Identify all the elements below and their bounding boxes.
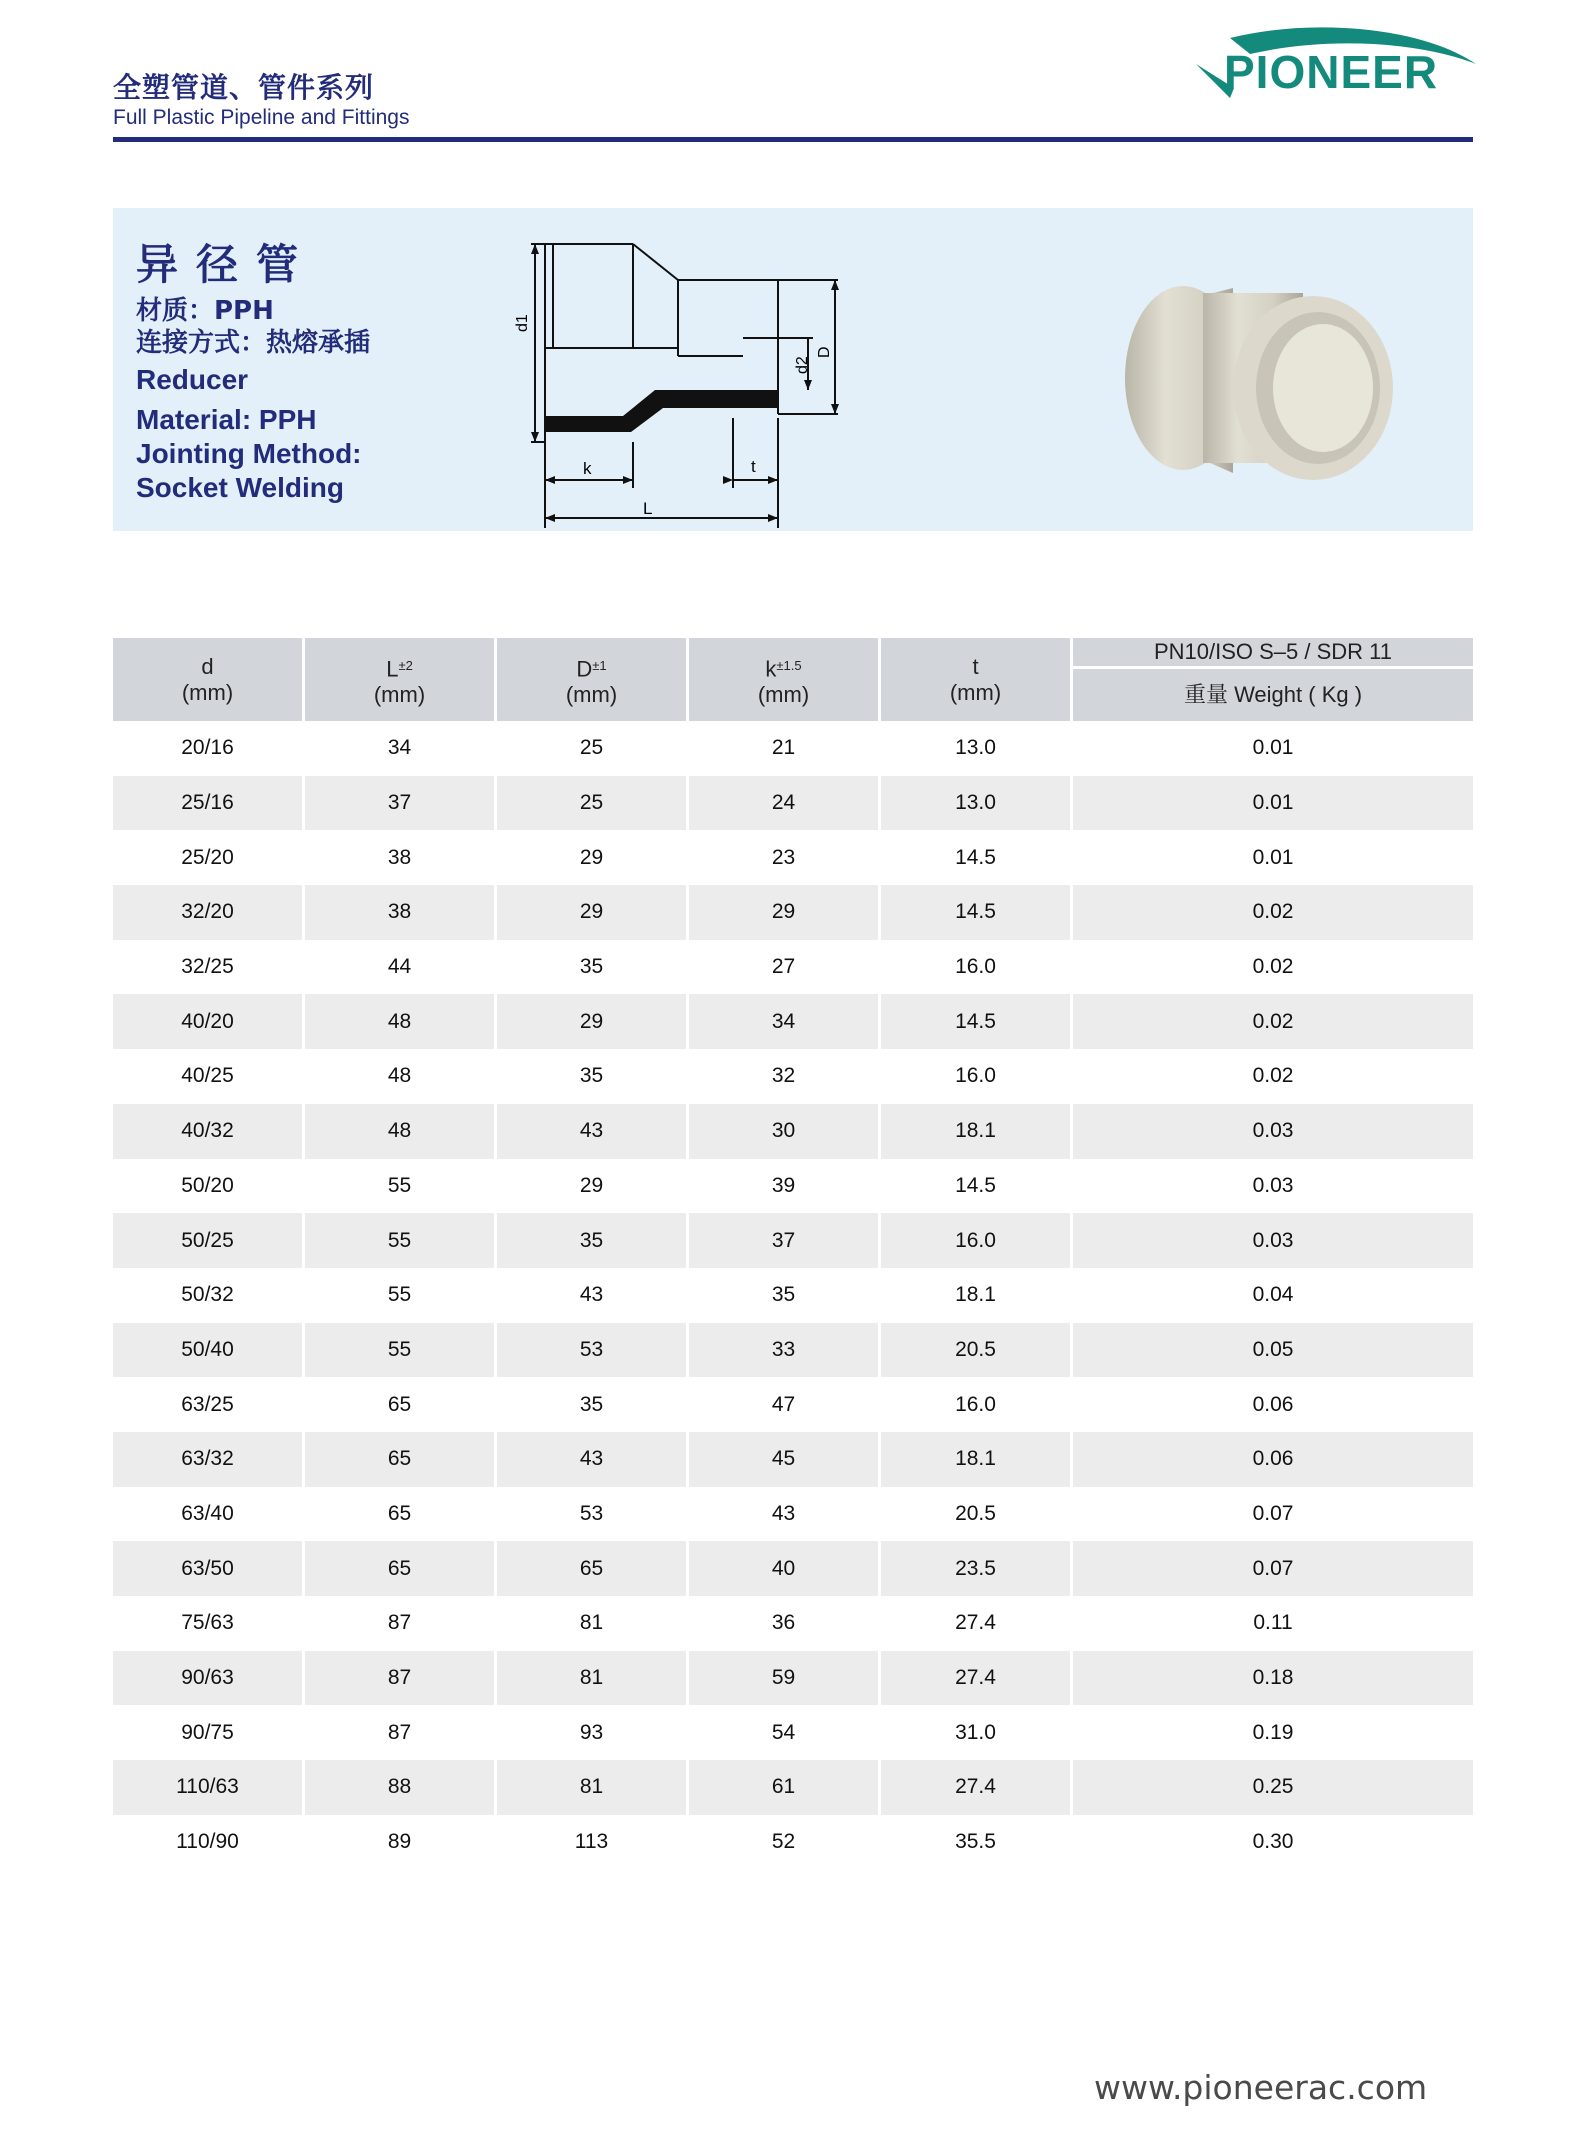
- label-d1: d1: [514, 314, 531, 332]
- cell-k: 32: [689, 1049, 881, 1104]
- cell-d: 25/20: [113, 830, 305, 885]
- cell-d: 32/25: [113, 940, 305, 995]
- cell-t: 20.5: [881, 1487, 1073, 1542]
- cell-L: 87: [305, 1651, 497, 1706]
- header-L: $L^{\pm 2}$ (mm): [305, 638, 497, 721]
- cell-d: 63/32: [113, 1432, 305, 1487]
- product-name-cn: 异径管: [136, 240, 317, 289]
- cell-k: 59: [689, 1651, 881, 1706]
- cell-t: 27.4: [881, 1651, 1073, 1706]
- header-t: t (mm): [881, 638, 1073, 721]
- cell-weight: 0.01: [1073, 830, 1473, 885]
- cell-L: 65: [305, 1487, 497, 1542]
- cell-t: 18.1: [881, 1104, 1073, 1159]
- cell-weight: 0.19: [1073, 1705, 1473, 1760]
- header-D: $D^{\pm 1}$ (mm): [497, 638, 689, 721]
- cell-D: 35: [497, 1213, 689, 1268]
- table-row: [113, 776, 1473, 831]
- header-divider: [113, 137, 1473, 142]
- cell-L: 48: [305, 994, 497, 1049]
- cell-weight: 0.05: [1073, 1323, 1473, 1378]
- table-row: [113, 721, 1473, 776]
- table-row: [113, 1323, 1473, 1378]
- cell-L: 55: [305, 1268, 497, 1323]
- cell-L: 48: [305, 1104, 497, 1159]
- jointing-en-value: Socket Welding: [136, 472, 344, 503]
- cell-L: 44: [305, 940, 497, 995]
- cell-D: 29: [497, 830, 689, 885]
- table-row: [113, 1705, 1473, 1760]
- cell-d: 40/32: [113, 1104, 305, 1159]
- cell-weight: 0.07: [1073, 1487, 1473, 1542]
- table-row: [113, 1487, 1473, 1542]
- cell-weight: 0.04: [1073, 1268, 1473, 1323]
- table-row: [113, 1541, 1473, 1596]
- cell-weight: 0.03: [1073, 1159, 1473, 1214]
- jointing-cn: 连接方式：热熔承插: [136, 328, 371, 358]
- cell-k: 52: [689, 1815, 881, 1870]
- cell-weight: 0.11: [1073, 1596, 1473, 1651]
- cell-t: 23.5: [881, 1541, 1073, 1596]
- cell-D: 81: [497, 1596, 689, 1651]
- cell-d: 63/25: [113, 1377, 305, 1432]
- cell-L: 37: [305, 776, 497, 831]
- cell-d: 40/25: [113, 1049, 305, 1104]
- cell-t: 20.5: [881, 1323, 1073, 1378]
- cell-k: 35: [689, 1268, 881, 1323]
- cell-k: 27: [689, 940, 881, 995]
- cell-d: 40/20: [113, 994, 305, 1049]
- cell-d: 50/32: [113, 1268, 305, 1323]
- jointing-en-label: Jointing Method:: [136, 438, 362, 469]
- table-row: [113, 1213, 1473, 1268]
- series-title-cn: 全塑管道、管件系列: [113, 71, 375, 104]
- label-t: t: [751, 457, 756, 476]
- table-row: [113, 1432, 1473, 1487]
- cell-D: 81: [497, 1760, 689, 1815]
- cell-k: 23: [689, 830, 881, 885]
- cell-L: 65: [305, 1432, 497, 1487]
- label-d2: d2: [794, 356, 811, 374]
- cell-L: 48: [305, 1049, 497, 1104]
- cell-k: 39: [689, 1159, 881, 1214]
- cell-t: 14.5: [881, 830, 1073, 885]
- cell-d: 110/63: [113, 1760, 305, 1815]
- cell-weight: 0.01: [1073, 721, 1473, 776]
- cell-d: 63/40: [113, 1487, 305, 1542]
- cell-D: 53: [497, 1323, 689, 1378]
- cell-weight: 0.02: [1073, 1049, 1473, 1104]
- cell-weight: 0.06: [1073, 1432, 1473, 1487]
- cell-t: 14.5: [881, 885, 1073, 940]
- label-k: k: [583, 459, 592, 478]
- cell-t: 14.5: [881, 1159, 1073, 1214]
- material-en: Material: PPH: [136, 404, 317, 435]
- cell-t: 35.5: [881, 1815, 1073, 1870]
- cell-d: 25/16: [113, 776, 305, 831]
- table-row: [113, 994, 1473, 1049]
- cell-D: 29: [497, 994, 689, 1049]
- cell-t: 16.0: [881, 940, 1073, 995]
- cell-k: 29: [689, 885, 881, 940]
- table-row: [113, 1651, 1473, 1706]
- cell-k: 36: [689, 1596, 881, 1651]
- cell-k: 34: [689, 994, 881, 1049]
- cell-weight: 0.03: [1073, 1213, 1473, 1268]
- cell-k: 21: [689, 721, 881, 776]
- cell-L: 55: [305, 1323, 497, 1378]
- cell-d: 32/20: [113, 885, 305, 940]
- table-row: [113, 1049, 1473, 1104]
- cell-d: 50/25: [113, 1213, 305, 1268]
- cell-t: 31.0: [881, 1705, 1073, 1760]
- cell-t: 16.0: [881, 1213, 1073, 1268]
- cell-D: 65: [497, 1541, 689, 1596]
- cell-d: 20/16: [113, 721, 305, 776]
- cell-t: 27.4: [881, 1596, 1073, 1651]
- cell-k: 54: [689, 1705, 881, 1760]
- cell-weight: 0.25: [1073, 1760, 1473, 1815]
- cell-t: 18.1: [881, 1432, 1073, 1487]
- cell-weight: 0.07: [1073, 1541, 1473, 1596]
- cell-d: 63/50: [113, 1541, 305, 1596]
- cell-D: 29: [497, 885, 689, 940]
- logo-text: PIONEER: [1224, 46, 1439, 98]
- cell-k: 45: [689, 1432, 881, 1487]
- table-row: [113, 1268, 1473, 1323]
- cell-D: 43: [497, 1268, 689, 1323]
- label-L: L: [643, 499, 653, 518]
- cell-D: 35: [497, 940, 689, 995]
- cell-L: 65: [305, 1541, 497, 1596]
- cell-D: 35: [497, 1377, 689, 1432]
- cell-D: 43: [497, 1104, 689, 1159]
- cell-L: 38: [305, 885, 497, 940]
- table-row: [113, 1104, 1473, 1159]
- cell-d: 90/75: [113, 1705, 305, 1760]
- header-k: $k^{\pm 1.5}$ (mm): [689, 638, 881, 721]
- cell-k: 33: [689, 1323, 881, 1378]
- cell-weight: 0.30: [1073, 1815, 1473, 1870]
- cell-L: 87: [305, 1705, 497, 1760]
- website-url[interactable]: www.pioneerac.com: [1094, 2068, 1428, 2107]
- cell-k: 30: [689, 1104, 881, 1159]
- table-row: [113, 1760, 1473, 1815]
- cell-D: 43: [497, 1432, 689, 1487]
- cell-t: 13.0: [881, 721, 1073, 776]
- cell-D: 25: [497, 776, 689, 831]
- table-row: [113, 830, 1473, 885]
- reducer-technical-drawing: [514, 228, 1013, 528]
- cell-D: 29: [497, 1159, 689, 1214]
- cell-D: 113: [497, 1815, 689, 1870]
- cell-L: 89: [305, 1815, 497, 1870]
- cell-k: 61: [689, 1760, 881, 1815]
- cell-L: 55: [305, 1213, 497, 1268]
- cell-k: 40: [689, 1541, 881, 1596]
- table-row: [113, 885, 1473, 940]
- table-row: [113, 1596, 1473, 1651]
- cell-k: 24: [689, 776, 881, 831]
- cell-t: 16.0: [881, 1377, 1073, 1432]
- header-weight: 重量 Weight ( Kg ): [1073, 669, 1473, 721]
- table-row: [113, 1815, 1473, 1870]
- cell-L: 55: [305, 1159, 497, 1214]
- cell-t: 27.4: [881, 1760, 1073, 1815]
- cell-t: 14.5: [881, 994, 1073, 1049]
- material-cn: 材质：PPH: [136, 296, 274, 326]
- product-name-en: Reducer: [136, 364, 249, 395]
- cell-weight: 0.06: [1073, 1377, 1473, 1432]
- cell-D: 81: [497, 1651, 689, 1706]
- cell-weight: 0.03: [1073, 1104, 1473, 1159]
- cell-L: 88: [305, 1760, 497, 1815]
- cell-k: 37: [689, 1213, 881, 1268]
- header-pn-class: PN10/ISO S–5 / SDR 11: [1073, 638, 1473, 669]
- cell-d: 90/63: [113, 1651, 305, 1706]
- cell-d: 50/40: [113, 1323, 305, 1378]
- cell-D: 93: [497, 1705, 689, 1760]
- cell-L: 65: [305, 1377, 497, 1432]
- table-row: [113, 1377, 1473, 1432]
- cell-t: 16.0: [881, 1049, 1073, 1104]
- table-row: [113, 1159, 1473, 1214]
- cell-weight: 0.02: [1073, 885, 1473, 940]
- cell-L: 87: [305, 1596, 497, 1651]
- cell-D: 35: [497, 1049, 689, 1104]
- cell-d: 50/20: [113, 1159, 305, 1214]
- cell-L: 34: [305, 721, 497, 776]
- cell-weight: 0.18: [1073, 1651, 1473, 1706]
- cell-weight: 0.02: [1073, 994, 1473, 1049]
- label-D: D: [816, 346, 833, 358]
- cell-t: 13.0: [881, 776, 1073, 831]
- series-title-en: Full Plastic Pipeline and Fittings: [113, 106, 410, 129]
- cell-D: 25: [497, 721, 689, 776]
- table-body: [113, 721, 1473, 1869]
- cell-d: 110/90: [113, 1815, 305, 1870]
- header-d: d (mm): [113, 638, 305, 721]
- reducer-dimensions-table: [113, 638, 1473, 1869]
- cell-L: 38: [305, 830, 497, 885]
- cell-k: 47: [689, 1377, 881, 1432]
- product-info-panel: [113, 208, 1473, 531]
- cell-weight: 0.01: [1073, 776, 1473, 831]
- cell-D: 53: [497, 1487, 689, 1542]
- pioneer-logo: [1190, 24, 1480, 108]
- cell-d: 75/63: [113, 1596, 305, 1651]
- cell-k: 43: [689, 1487, 881, 1542]
- cell-weight: 0.02: [1073, 940, 1473, 995]
- cell-t: 18.1: [881, 1268, 1073, 1323]
- reducer-product-photo: [1113, 248, 1393, 498]
- table-row: [113, 940, 1473, 995]
